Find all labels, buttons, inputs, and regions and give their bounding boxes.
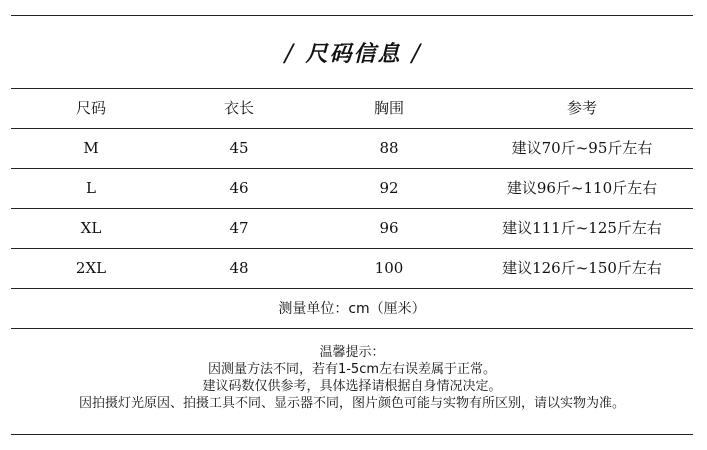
cell-size: 2XL <box>75 259 107 277</box>
header-size: 尺码 <box>75 99 106 117</box>
notes-block <box>11 344 693 412</box>
notes-line: 因拍摄灯光原因、拍摄工具不同、显示器不同，图片颜色可能与实物有所区别，请以实物为准。 <box>78 396 625 411</box>
notes-heading: 温馨提示： <box>319 345 385 360</box>
cell-chest: 92 <box>379 179 399 197</box>
cell-chest: 88 <box>379 139 399 157</box>
cell-length: 46 <box>229 179 249 197</box>
measurement-unit: 测量单位：cm（厘米） <box>278 301 426 317</box>
cell-reference: 建议70斤~95斤左右 <box>511 139 653 157</box>
top-divider <box>11 15 693 16</box>
table-header-row <box>11 88 693 128</box>
notes-line: 因测量方法不同，若有1-5cm左右误差属于正常。 <box>207 362 497 377</box>
cell-length: 45 <box>229 139 249 157</box>
cell-chest: 100 <box>374 259 404 277</box>
cell-size: XL <box>80 219 102 237</box>
cell-length: 47 <box>229 219 249 237</box>
notes-line: 建议码数仅供参考，具体选择请根据自身情况决定。 <box>202 379 502 394</box>
table-row <box>11 168 693 208</box>
header-length: 衣长 <box>223 99 254 117</box>
bottom-divider <box>11 434 693 435</box>
title-right-slash: / <box>408 39 425 67</box>
cell-chest: 96 <box>379 219 399 237</box>
header-reference: 参考 <box>566 99 597 117</box>
table-row <box>11 208 693 248</box>
cell-reference: 建议126斤~150斤左右 <box>502 259 662 277</box>
header-chest: 胸围 <box>373 99 404 117</box>
cell-reference: 建议111斤~125斤左右 <box>502 219 662 237</box>
cell-size: M <box>83 139 99 157</box>
title-text: 尺码信息 <box>305 42 402 67</box>
cell-reference: 建议96斤~110斤左右 <box>506 179 658 197</box>
title-left-slash: / <box>282 39 299 67</box>
cell-length: 48 <box>229 259 249 277</box>
page-title <box>0 35 707 71</box>
cell-size: L <box>86 179 96 197</box>
table-row <box>11 248 693 288</box>
table-row <box>11 128 693 168</box>
